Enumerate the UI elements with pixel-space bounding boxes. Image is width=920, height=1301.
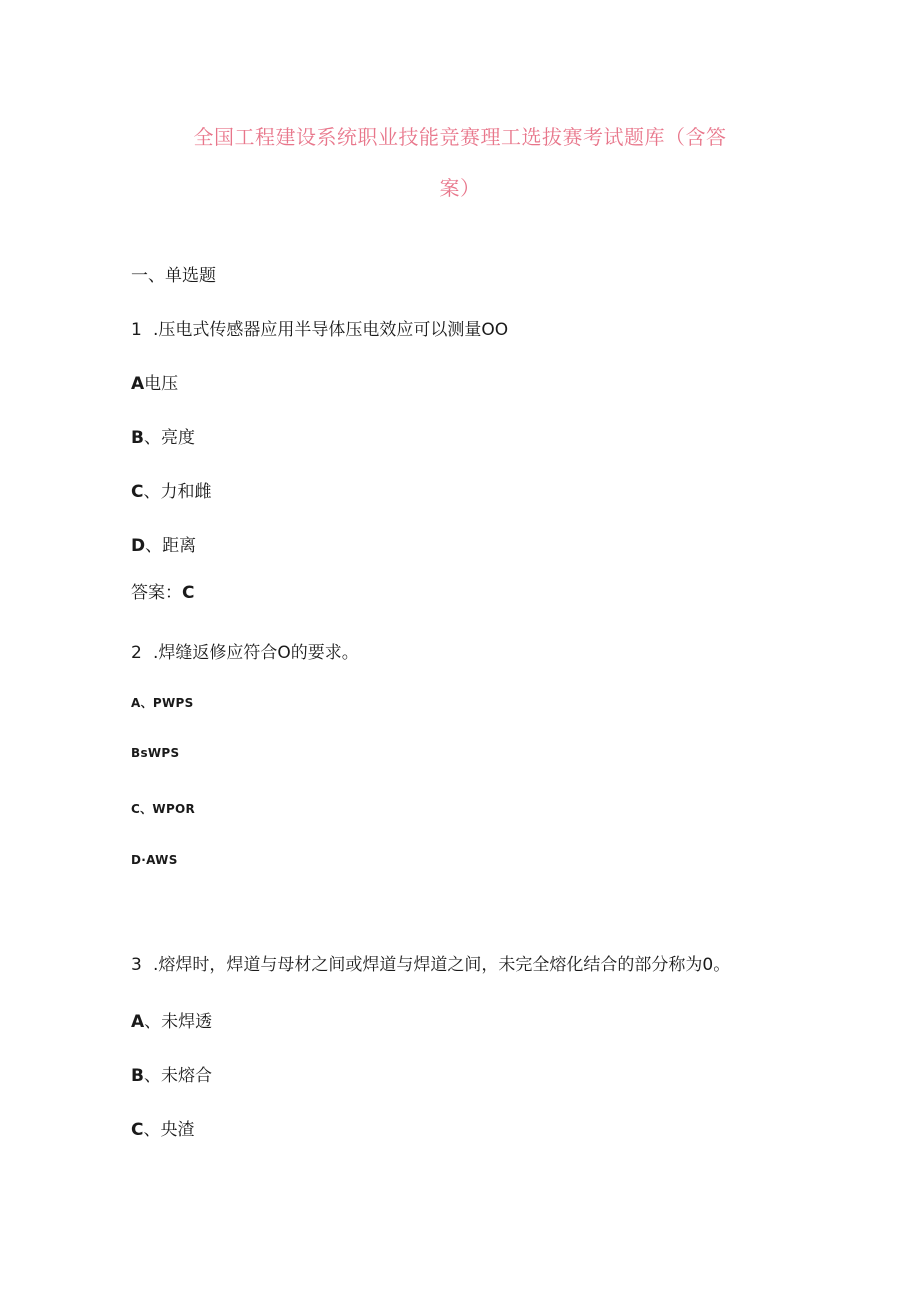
- question-1-answer: [131, 578, 194, 603]
- option-text: 、亮度: [143, 428, 195, 448]
- option-text: 、未焊透: [144, 1012, 213, 1032]
- question-1-number: 1: [131, 320, 142, 340]
- question-1-text: .压电式传感器应用半导体压电效应可以测量OO: [153, 320, 509, 340]
- question-3-text: .熔焊时，焊道与母材之间或焊道与焊道之间，未完全熔化结合的部分称为0。: [153, 955, 731, 975]
- question-2: [131, 638, 359, 663]
- answer-value: C: [182, 583, 195, 603]
- option-text: 、距离: [145, 536, 197, 556]
- option-letter: C: [131, 482, 144, 502]
- question-3: [131, 950, 730, 975]
- question-2-option-d: D·AWS: [131, 853, 178, 867]
- question-1-option-a: [131, 369, 178, 394]
- question-2-text: .焊缝返修应符合O的要求。: [153, 643, 359, 663]
- option-letter: D: [131, 536, 146, 556]
- option-text: 、未熔合: [143, 1066, 212, 1086]
- option-letter: A: [131, 1012, 145, 1032]
- question-2-option-a: A、PWPS: [131, 696, 194, 710]
- question-1-option-d: [131, 531, 196, 556]
- option-letter: A: [131, 374, 145, 394]
- option-letter: B: [131, 428, 144, 448]
- question-3-option-c: [131, 1115, 194, 1140]
- question-1-option-c: [131, 477, 211, 502]
- question-3-number: 3: [131, 955, 142, 975]
- option-letter: C: [131, 1120, 144, 1140]
- question-3-option-b: [131, 1061, 212, 1086]
- option-text: 电压: [144, 374, 179, 394]
- question-1-option-b: [131, 423, 195, 448]
- question-2-number: 2: [131, 643, 142, 663]
- question-3-option-a: [131, 1007, 212, 1032]
- document-title-line-1: 全国工程建设系统职业技能竞赛理工选拔赛考试题库（含答: [193, 125, 727, 149]
- question-2-option-b: BsWPS: [131, 746, 180, 760]
- question-2-option-c: C、WPOR: [131, 802, 196, 816]
- option-text: 、力和雌: [143, 482, 212, 502]
- question-1: [131, 315, 508, 340]
- document-title-line-2: 案）: [439, 176, 481, 200]
- option-letter: B: [131, 1066, 144, 1086]
- answer-label: 答案：: [131, 583, 182, 603]
- section-heading: 一、单选题: [131, 266, 216, 286]
- option-text: 、央渣: [143, 1120, 195, 1140]
